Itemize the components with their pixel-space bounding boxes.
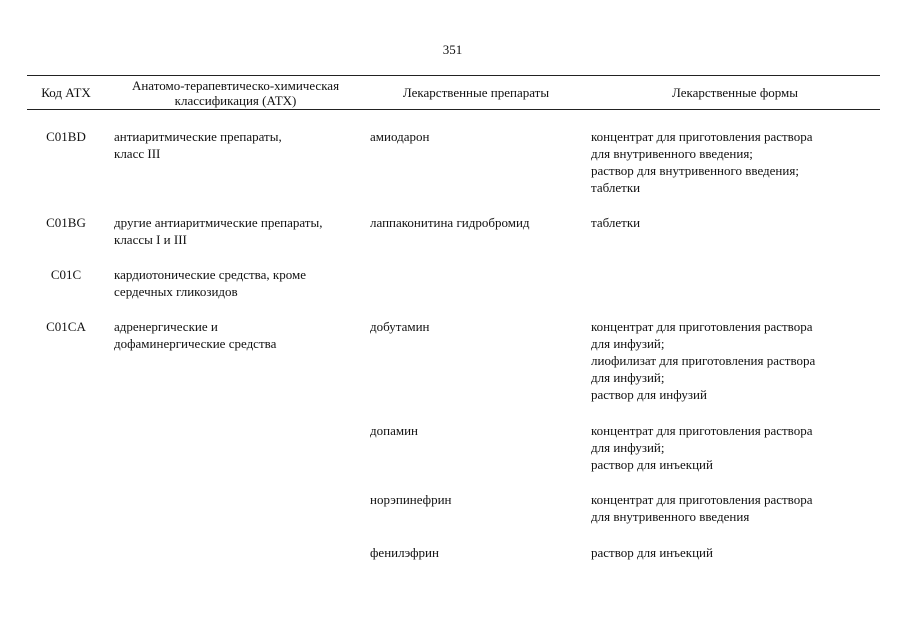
table-row-classification: другие антиаритмические препараты, классы I и III [114, 215, 323, 247]
drug-name: добутамин [370, 319, 430, 334]
drug-name: амиодарон [370, 129, 430, 144]
table-header-drugs: Лекарственные препараты [402, 85, 550, 100]
table-row-code: C01CA [46, 319, 86, 334]
table-header-rule [27, 109, 880, 110]
table-row-classification: кардиотонические средства, кроме сердечных гликозидов [114, 267, 306, 299]
table-row-code: C01BD [46, 129, 86, 144]
drug-forms: концентрат для приготовления раствора для внутривенного введения [591, 492, 813, 524]
drug-name: фенилэфрин [370, 545, 439, 560]
table-header-classification: Анатомо-терапевтическо-химическая классификация (АТХ) [131, 77, 340, 108]
page-number: 351 [442, 42, 463, 57]
drug-forms: концентрат для приготовления раствора для внутривенного введения; раствор для внутривенного введения; таблетки [591, 129, 813, 195]
table-row-classification: адренергические и дофаминергические средства [114, 319, 277, 351]
table-row-code: C01C [50, 267, 82, 282]
table-row-classification: антиаритмические препараты, класс III [114, 129, 282, 161]
table-row-code: C01BG [46, 215, 86, 230]
drug-name: норэпинефрин [370, 492, 452, 507]
drug-forms: раствор для инъекций [591, 545, 713, 560]
drug-name: лаппаконитина гидробромид [370, 215, 530, 230]
table-header-forms: Лекарственные формы [671, 85, 799, 100]
table-header-code: Код АТХ [41, 85, 91, 100]
drug-forms: концентрат для приготовления раствора для инфузий; раствор для инъекций [591, 423, 813, 472]
drug-forms: таблетки [591, 215, 641, 230]
drug-name: допамин [370, 423, 418, 438]
drug-forms: концентрат для приготовления раствора для инфузий; лиофилизат для приготовления раствора для инфузий; раствор для инфузий [591, 319, 816, 402]
